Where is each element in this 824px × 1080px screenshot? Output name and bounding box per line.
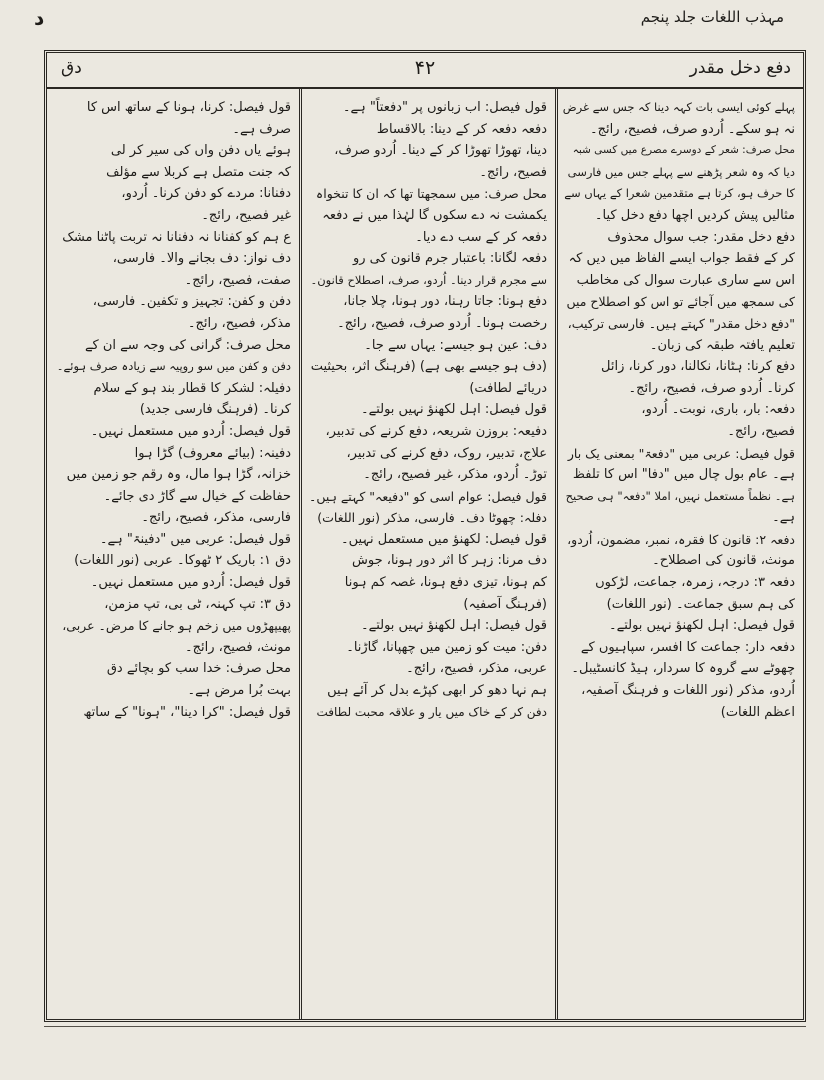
text-line: عربی، مذکر، فصیح، رائج۔ <box>406 661 547 677</box>
text-line: کرنا۔ (فرہنگ فارسی جدید) <box>139 402 291 418</box>
text-line: دفع ہونا: جاتا رہنا، دور ہونا، چلا جانا، <box>343 294 547 310</box>
text-line: علاج، تدبیر، روک، دفع کرنے کی تدبیر، <box>346 445 547 461</box>
text-line: بہت بُرا مرض ہے۔ <box>187 683 291 699</box>
text-line: کر کے فقط جواب ایسے الفاظ میں دیں کہ <box>568 251 795 267</box>
column-left <box>55 97 291 1011</box>
text-line: دفیعہ: بروزن شریعہ، دفع کرنے کی تدبیر، <box>325 423 547 439</box>
text-line: دفن و کفن میں سو روپیہ سے زیادہ صرف ہوئے۔ <box>56 359 291 374</box>
text-line: کرنا۔ اُردو صرف، فصیح، رائج۔ <box>628 380 795 396</box>
text-line: ع ہم کو کفنانا نہ دفنانا نہ تربت پاٹنا مشک <box>62 229 291 245</box>
text-line: دینا، تھوڑا تھوڑا کر کے دینا۔ اُردو صرف، <box>334 143 547 159</box>
folio-letter: د <box>34 6 45 30</box>
text-line: دفع کرنا: ہٹانا، نکالنا، دور کرنا، زائل <box>601 359 795 375</box>
text-line: محل صرف: شعر کے دوسرے مصرع میں کسی شبہ <box>572 144 795 157</box>
text-line: دق ۳: تپ کہنہ، ٹی بی، تپ مزمن، <box>104 596 291 612</box>
text-line: صفت، فصیح، رائج۔ <box>184 272 291 288</box>
text-line: قول فیصل: لکھنؤ میں مستعمل نہیں۔ <box>340 531 547 547</box>
catchword-right: دفع دخل مقدر <box>689 58 791 78</box>
text-line: مونث، قانون کی اصطلاح۔ <box>652 553 795 569</box>
text-line: محل صرف: میں سمجھتا تھا کہ ان کا تنخواہ <box>315 186 547 202</box>
text-line: اس سے ساری عبارت سوال کی مخاطب <box>576 272 795 288</box>
text-line: پہلے کوئی ایسی بات کہہ دینا کہ جس سے غرض <box>563 100 795 114</box>
text-line: قول فیصل: اہل لکھنؤ نہیں بولتے۔ <box>360 402 547 418</box>
text-line: کی ہم سبق جماعت۔ (نور اللغات) <box>606 596 795 612</box>
text-line: قول فیصل: اہل لکھنؤ نہیں بولتے۔ <box>360 618 547 634</box>
text-line: تعلیم یافتہ طبقہ کی زبان۔ <box>649 337 795 353</box>
text-line: رخصت ہونا۔ اُردو صرف، فصیح، رائج۔ <box>337 315 547 331</box>
text-line: قول فیصل: "کرا دینا"، "ہونا" کے ساتھ <box>83 704 291 720</box>
text-line: دفیلہ: لشکر کا قطار بند ہو کے سلام <box>93 380 291 396</box>
text-line: (دف ہو جیسے بھی ہے) (فرہنگ اثر، بحیثیت <box>310 359 547 375</box>
text-line: ہے۔ عام بول چال میں "دفا" اس کا تلفظ <box>572 467 795 483</box>
text-line: (فرہنگ آصفیہ) <box>463 596 547 612</box>
text-line: دفنانا: مردے کو دفن کرنا۔ اُردو، <box>121 186 291 202</box>
text-line: دفعہ دار: جماعت کا افسر، سپاہیوں کے <box>580 639 795 655</box>
column-divider <box>299 87 302 1019</box>
text-line: "دفع دخل مقدر" کہتے ہیں۔ فارسی ترکیب، <box>567 315 795 331</box>
text-line: اعظم اللغات) <box>720 704 795 720</box>
text-line: دفن: میت کو زمین میں چھپانا، گاڑنا۔ <box>346 639 547 655</box>
column-divider <box>555 87 558 1019</box>
text-line: ہوئے یاں دفن واں کی سیر کر لی <box>110 143 291 159</box>
text-line: کم ہونا، تیزی دفع ہونا، غصہ کم ہونا <box>344 575 547 591</box>
bottom-rule <box>44 1026 806 1027</box>
text-line: کا حرف ہو، کرتا ہے متقدمین شعرا کے یہاں سے <box>564 186 795 201</box>
catchword-left: دق <box>61 58 82 78</box>
text-line: توڑ۔ اُردو، مذکر، غیر فصیح، رائج۔ <box>363 467 547 483</box>
text-line: دفعہ: بار، باری، نوبت۔ اُردو، <box>641 402 795 418</box>
column-right <box>563 97 795 1011</box>
text-line: قول فیصل: اب زبانوں پر "دفعتاً" ہے۔ <box>342 100 547 115</box>
text-line: کی سمجھ میں آجائے تو اس کو اصطلاح میں <box>566 294 795 310</box>
text-line: قول فیصل: عوام اسی کو "دفیعہ" کہتے ہیں۔ <box>309 488 547 504</box>
text-line: فارسی، مذکر، فصیح، رائج۔ <box>141 510 291 526</box>
text-line: غیر فصیح، رائج۔ <box>201 207 291 223</box>
text-line: حفاظت کے خیال سے گاڑ دی جائے۔ <box>103 488 291 504</box>
page-frame <box>44 50 806 1022</box>
text-line: دفعہ لگانا: باعتبار جرم قانون کی رو <box>352 251 547 267</box>
text-line: دفلہ: چھوٹا دف۔ فارسی، مذکر (نور اللغات) <box>317 510 547 526</box>
text-line: محل صرف: خدا سب کو بچائے دق <box>106 661 291 677</box>
text-line: یکمشت نہ دے سکوں گا لہٰذا میں نے دفعہ <box>322 207 547 223</box>
text-line: فصیح، رائج۔ <box>479 164 547 180</box>
text-line: مونث، فصیح، رائج۔ <box>184 639 291 655</box>
text-line: دفع دخل مقدر: جب سوال محذوف <box>607 229 795 245</box>
text-line: مثالیں پیش کردیں اچھا دفع دخل کیا۔ <box>594 207 795 223</box>
text-line: قول فیصل: اہل لکھنؤ نہیں بولتے۔ <box>608 618 795 634</box>
text-line: چھوٹے سے گروہ کا سردار، ہیڈ کانسٹیبل۔ <box>571 661 795 677</box>
frame-header <box>47 53 803 89</box>
text-line: مذکر، فصیح، رائج۔ <box>187 315 291 331</box>
text-line: فصیح، رائج۔ <box>727 423 795 439</box>
text-line: دفعہ ۲: قانون کا فقرہ، نمبر، مضمون، اُردو، <box>567 531 795 547</box>
text-line: قول فیصل: عربی میں "دفعۃ" بمعنی یک بار <box>567 445 795 461</box>
text-line: دفینہ: (بیائے معروف) گڑا ہوا <box>134 445 291 461</box>
text-line: کہ جنت متصل ہے کربلا سے مؤلف <box>106 164 291 180</box>
text-line: دیا کہ وہ شعر پڑھنے سے پہلے جس میں فارسی <box>567 164 795 179</box>
running-head-title: مہذب اللغات جلد پنجم <box>640 8 784 26</box>
text-line: دف: عین ہو جیسے: یہاں سے جا۔ <box>364 337 547 353</box>
text-line: دق ۱: باریک ۲ ٹھوکا۔ عربی (نور اللغات) <box>74 553 291 569</box>
page-number: ۴۲ <box>414 57 436 79</box>
text-line: دفعہ دفعہ کر کے دینا: بالاقساط <box>376 121 547 137</box>
text-line: قول فیصل: اُردو میں مستعمل نہیں۔ <box>90 575 291 591</box>
text-line: قول فیصل: عربی میں "دفینۃ" ہے۔ <box>99 531 291 547</box>
text-line: خزانہ، گڑا ہوا مال، وہ رقم جو زمین میں <box>66 467 291 483</box>
running-head <box>0 2 824 34</box>
text-line: سے مجرم قرار دینا۔ اُردو، صرف، اصطلاح قانون۔ <box>310 272 547 287</box>
text-line: ہے۔ نظماً مستعمل نہیں، املا "دفعہ" ہی صحیح <box>565 488 795 503</box>
text-line: صرف ہے۔ <box>232 121 291 137</box>
text-line: ہے۔ <box>772 510 795 526</box>
text-line: دفعہ کر کے سب دے دیا۔ <box>415 229 547 245</box>
text-line: ہم نہا دھو کر ابھی کپڑے بدل کر آئے ہیں <box>327 683 547 699</box>
text-line: دفن و کفن: تجہیز و تکفین۔ فارسی، <box>92 294 291 310</box>
text-line: دف نواز: دف بجانے والا۔ فارسی، <box>112 251 291 267</box>
text-line: محل صرف: گرانی کی وجہ سے ان کے <box>84 337 291 353</box>
text-line: دف مرنا: زہر کا اثر دور ہونا، جوش <box>352 553 547 569</box>
text-line: اُردو، مذکر (نور اللغات و فرہنگ آصفیہ، <box>581 683 795 699</box>
text-line: قول فیصل: کرنا، ہونا کے ساتھ اس کا <box>86 100 291 115</box>
text-line: پھیپھڑوں میں زخم ہو جانے کا مرض۔ عربی، <box>62 618 291 634</box>
text-line: قول فیصل: اُردو میں مستعمل نہیں۔ <box>90 423 291 439</box>
column-middle <box>309 97 547 1011</box>
text-line: دفعہ ۳: درجہ، زمرہ، جماعت، لڑکوں <box>595 575 795 591</box>
text-line: دریائے لطافت) <box>469 380 547 396</box>
text-line: نہ ہو سکے۔ اُردو صرف، فصیح، رائج۔ <box>589 121 795 137</box>
text-line: دفن کر کے خاک میں یار و علاقہ محبت لطافت <box>316 704 547 719</box>
